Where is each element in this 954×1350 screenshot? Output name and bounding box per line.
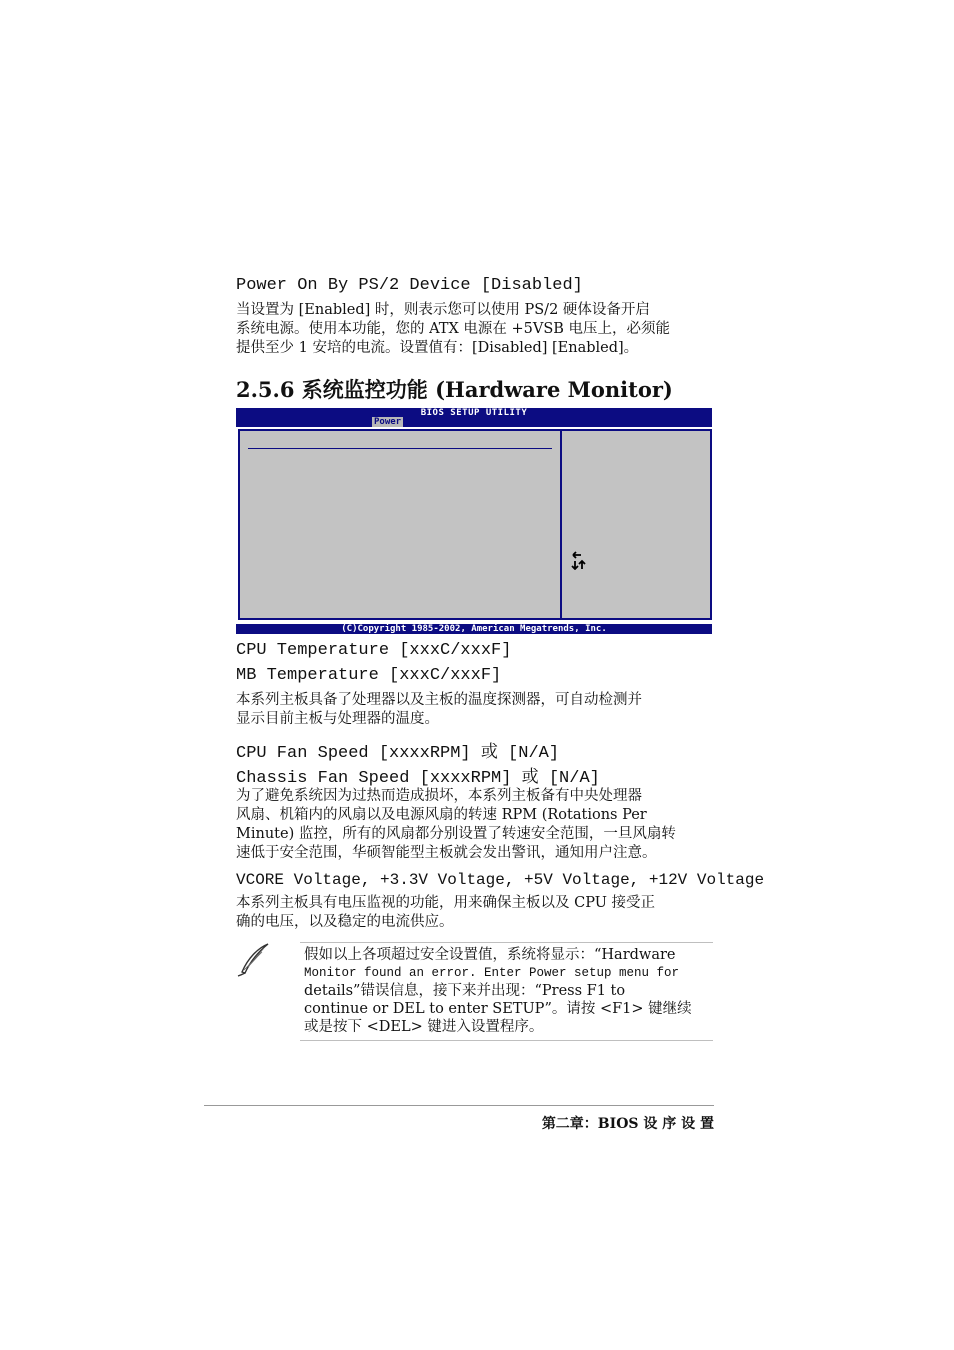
chassis-fan-heading: Chassis Fan Speed [xxxxRPM] 或 [N/A] [236, 769, 600, 788]
temperature-line: 本系列主板具备了处理器以及主板的温度探测器，可自动检测并 [236, 692, 642, 708]
note-bottom-rule [300, 1040, 713, 1041]
fan-line: 为了避免系统因为过热而造成损坏，本系列主板备有中央处理器 [236, 788, 642, 804]
bios-main-panel [238, 429, 562, 620]
fan-line: Minute) 监控，所有的风扇都分别设置了转速安全范围，一旦风扇转 [236, 826, 676, 842]
ps2-heading: Power On By PS/2 Device [Disabled] [236, 276, 583, 295]
bios-title-bar [236, 408, 712, 427]
voltage-paragraph [236, 894, 714, 932]
ps2-line: 系统电源。使用本功能，您的 ATX 电源在 +5VSB 电压上，必须能 [236, 321, 671, 337]
voltage-line: 本系列主板具有电压监视的功能，用来确保主板以及 CPU 接受正 [236, 895, 656, 911]
ps2-line: 当设置为 [Enabled] 时，则表示您可以使用 PS/2 硬体设备开启 [236, 302, 650, 318]
fan-line: 速低于安全范围，华硕智能型主板就会发出警讯，通知用户注意。 [236, 845, 657, 861]
chapter-footer: 第二章：BIOS 设 序 设 置 [541, 1116, 714, 1132]
fan-line: 风扇、机箱内的风扇以及电源风扇的转速 RPM (Rotations Per [236, 807, 647, 823]
note-text [304, 946, 692, 1036]
tab-power[interactable]: Power [374, 417, 402, 427]
feather-pen-icon [236, 942, 272, 978]
section-title: 2.5.6 系统监控功能 (Hardware Monitor) [236, 377, 673, 402]
mb-temperature-heading: MB Temperature [xxxC/xxxF] [236, 666, 502, 685]
bios-screenshot [236, 408, 712, 633]
note-line-text: details”错误信息，接下来并出现：“Press F1 to [304, 983, 626, 999]
temperature-paragraph [236, 691, 714, 729]
note-line-text: Monitor found an error. Enter Power setup menu for [304, 966, 680, 980]
arrows-nav-icon [571, 550, 587, 570]
ps2-paragraph [236, 301, 714, 358]
temperature-line: 显示目前主板与处理器的温度。 [236, 711, 439, 727]
cpu-fan-heading: CPU Fan Speed [xxxxRPM] 或 [N/A] [236, 744, 560, 763]
bios-copyright-bar: (C)Copyright 1985-2002, American Megatrends, Inc. [236, 624, 712, 634]
note-line-text: continue or DEL to enter SETUP”。请按 <F1> 键继续 [304, 1001, 692, 1017]
note-line-text: 假如以上各项超过安全设置值，系统将显示：“Hardware [304, 947, 676, 963]
fan-paragraph [236, 787, 714, 863]
footer-rule [204, 1105, 714, 1106]
voltage-heading: VCORE Voltage, +3.3V Voltage, +5V Voltage, +12V Voltage [236, 871, 765, 889]
bios-title: BIOS SETUP UTILITY [420, 408, 528, 418]
voltage-line: 确的电压，以及稳定的电流供应。 [236, 914, 454, 930]
cpu-temperature-heading: CPU Temperature [xxxC/xxxF] [236, 641, 512, 660]
ps2-line: 提供至少 1 安培的电流。设置值有：[Disabled] [Enabled]。 [236, 340, 639, 356]
bios-help-panel [560, 429, 712, 620]
bios-divider [248, 448, 552, 449]
note-line-text: 或是按下 <DEL> 键进入设置程序。 [304, 1019, 544, 1035]
note-top-rule [300, 942, 713, 943]
